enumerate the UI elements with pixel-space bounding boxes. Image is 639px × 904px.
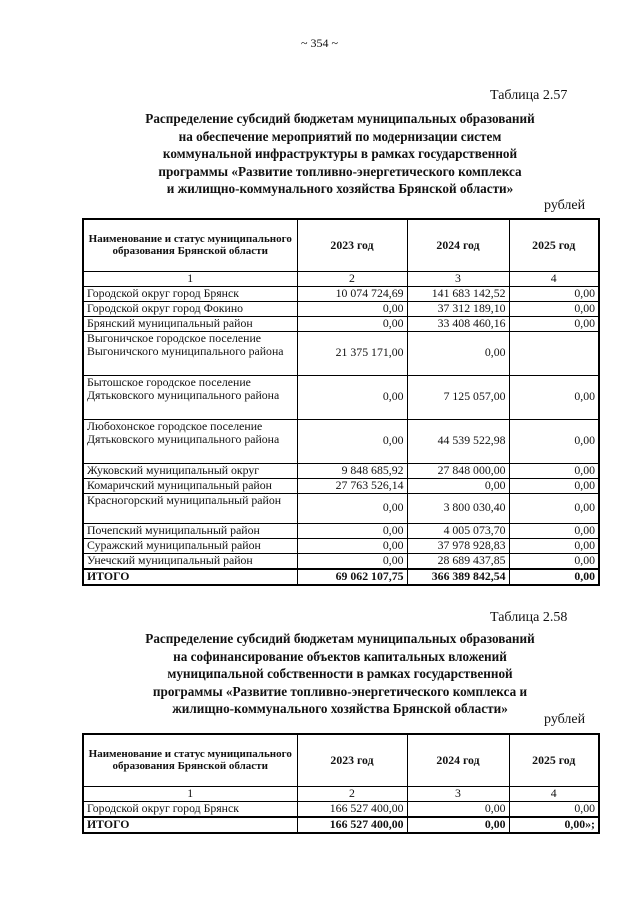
title-line: и жилищно-коммунального хозяйства Брянской области» — [166, 181, 514, 196]
table-title — [80, 630, 600, 718]
header-name: Наименование и статус муниципального образования Брянской области — [83, 734, 297, 786]
total-2024: 0,00 — [407, 817, 509, 833]
value-2024: 27 848 000,00 — [407, 463, 509, 478]
index-cell: 4 — [509, 786, 599, 801]
table-row — [83, 301, 599, 316]
value-2023: 0,00 — [297, 301, 407, 316]
row-name: Городской округ город Брянск — [83, 286, 297, 301]
header-name: Наименование и статус муниципального образования Брянской области — [83, 219, 297, 271]
table-row — [83, 538, 599, 553]
value-2025: 0,00 — [509, 801, 599, 817]
title-line: Распределение субсидий бюджетам муниципальных образований — [145, 111, 535, 126]
table-row — [83, 493, 599, 523]
value-2023: 0,00 — [297, 553, 407, 569]
table-label: Таблица 2.58 — [490, 610, 568, 625]
total-2023: 69 062 107,75 — [297, 569, 407, 585]
row-name: Брянский муниципальный район — [83, 316, 297, 331]
index-cell: 1 — [83, 271, 297, 286]
value-2024: 44 539 522,98 — [407, 419, 509, 463]
subsidy-table-2-58 — [82, 733, 600, 834]
value-2023: 0,00 — [297, 375, 407, 419]
table-title — [80, 110, 600, 198]
value-2023: 0,00 — [297, 419, 407, 463]
table-row — [83, 331, 599, 375]
total-label: ИТОГО — [83, 569, 297, 585]
header-2024: 2024 год — [407, 734, 509, 786]
value-2025: 0,00 — [509, 419, 599, 463]
value-2024: 0,00 — [407, 331, 509, 375]
header-2025: 2025 год — [509, 734, 599, 786]
table-row — [83, 419, 599, 463]
value-2025: 0,00 — [509, 286, 599, 301]
subsidy-table-2-57 — [82, 218, 600, 586]
row-name: Жуковский муниципальный округ — [83, 463, 297, 478]
table-row — [83, 463, 599, 478]
value-2024: 0,00 — [407, 478, 509, 493]
value-2023: 0,00 — [297, 523, 407, 538]
table-row — [83, 478, 599, 493]
row-name: Суражский муниципальный район — [83, 538, 297, 553]
value-2024: 7 125 057,00 — [407, 375, 509, 419]
title-line: на софинансирование объектов капитальных вложений — [173, 648, 507, 664]
row-name: Красногорский муниципальный район — [83, 493, 297, 523]
row-name: Унечский муниципальный район — [83, 553, 297, 569]
index-cell: 2 — [297, 786, 407, 801]
value-2024: 0,00 — [407, 801, 509, 817]
value-2025: 0,00 — [509, 463, 599, 478]
header-2024: 2024 год — [407, 219, 509, 271]
total-2024: 366 389 842,54 — [407, 569, 509, 585]
table-row — [83, 523, 599, 538]
value-2025: 0,00 — [509, 301, 599, 316]
total-label: ИТОГО — [83, 817, 297, 833]
table-row — [83, 286, 599, 301]
table-row — [83, 801, 599, 817]
value-2024: 33 408 460,16 — [407, 316, 509, 331]
title-line: Распределение субсидий бюджетам муниципальных образований — [145, 631, 535, 646]
row-name: Бытошское городское поселение Дятьковского муниципального района — [83, 375, 297, 419]
index-cell: 2 — [297, 271, 407, 286]
title-line: муниципальной собственности в рамках государственной — [167, 666, 513, 681]
header-2023: 2023 год — [297, 734, 407, 786]
value-2023: 0,00 — [297, 538, 407, 553]
table-row — [83, 375, 599, 419]
value-2023: 166 527 400,00 — [297, 801, 407, 817]
value-2023: 9 848 685,92 — [297, 463, 407, 478]
row-name: Городской округ город Фокино — [83, 301, 297, 316]
total-2025: 0,00»; — [509, 817, 599, 833]
table-label: Таблица 2.57 — [490, 88, 568, 103]
title-line: на обеспечение мероприятий по модернизации систем — [178, 128, 502, 144]
row-name: Любохонское городское поселение Дятьковского муниципального района — [83, 419, 297, 463]
index-cell: 3 — [407, 786, 509, 801]
page-number: ~ 354 ~ — [301, 36, 338, 50]
table-row — [83, 553, 599, 569]
unit-label: рублей — [544, 712, 586, 727]
table-row — [83, 316, 599, 331]
row-name: Городской округ город Брянск — [83, 801, 297, 817]
header-2025: 2025 год — [509, 219, 599, 271]
row-name: Комаричский муниципальный район — [83, 478, 297, 493]
value-2023: 10 074 724,69 — [297, 286, 407, 301]
index-cell: 3 — [407, 271, 509, 286]
value-2023: 21 375 171,00 — [297, 331, 407, 375]
row-name: Почепский муниципальный район — [83, 523, 297, 538]
total-2025: 0,00 — [509, 569, 599, 585]
value-2025: 0,00 — [509, 523, 599, 538]
unit-label: рублей — [544, 198, 586, 213]
header-2023: 2023 год — [297, 219, 407, 271]
value-2024: 28 689 437,85 — [407, 553, 509, 569]
title-line: коммунальной инфраструктуры в рамках государственной — [162, 146, 518, 161]
value-2024: 37 312 189,10 — [407, 301, 509, 316]
title-line: программы «Развитие топливно-энергетического комплекса и — [152, 683, 528, 699]
value-2024: 37 978 928,83 — [407, 538, 509, 553]
value-2024: 3 800 030,40 — [407, 493, 509, 523]
value-2023: 27 763 526,14 — [297, 478, 407, 493]
value-2023: 0,00 — [297, 316, 407, 331]
value-2024: 141 683 142,52 — [407, 286, 509, 301]
value-2025: 0,00 — [509, 478, 599, 493]
value-2025: 0,00 — [509, 538, 599, 553]
value-2023: 0,00 — [297, 493, 407, 523]
title-line: жилищно-коммунального хозяйства Брянской области» — [172, 701, 508, 716]
title-line: программы «Развитие топливно-энергетического комплекса — [158, 163, 522, 179]
total-row — [83, 817, 599, 833]
total-row — [83, 569, 599, 585]
value-2025: 0,00 — [509, 316, 599, 331]
value-2025: 0,00 — [509, 553, 599, 569]
value-2025: 0,00 — [509, 375, 599, 419]
value-2024: 4 005 073,70 — [407, 523, 509, 538]
value-2025 — [509, 331, 599, 375]
total-2023: 166 527 400,00 — [297, 817, 407, 833]
row-name: Выгоничское городское поселение Выгоничского муниципального района — [83, 331, 297, 375]
index-cell: 1 — [83, 786, 297, 801]
index-cell: 4 — [509, 271, 599, 286]
value-2025: 0,00 — [509, 493, 599, 523]
